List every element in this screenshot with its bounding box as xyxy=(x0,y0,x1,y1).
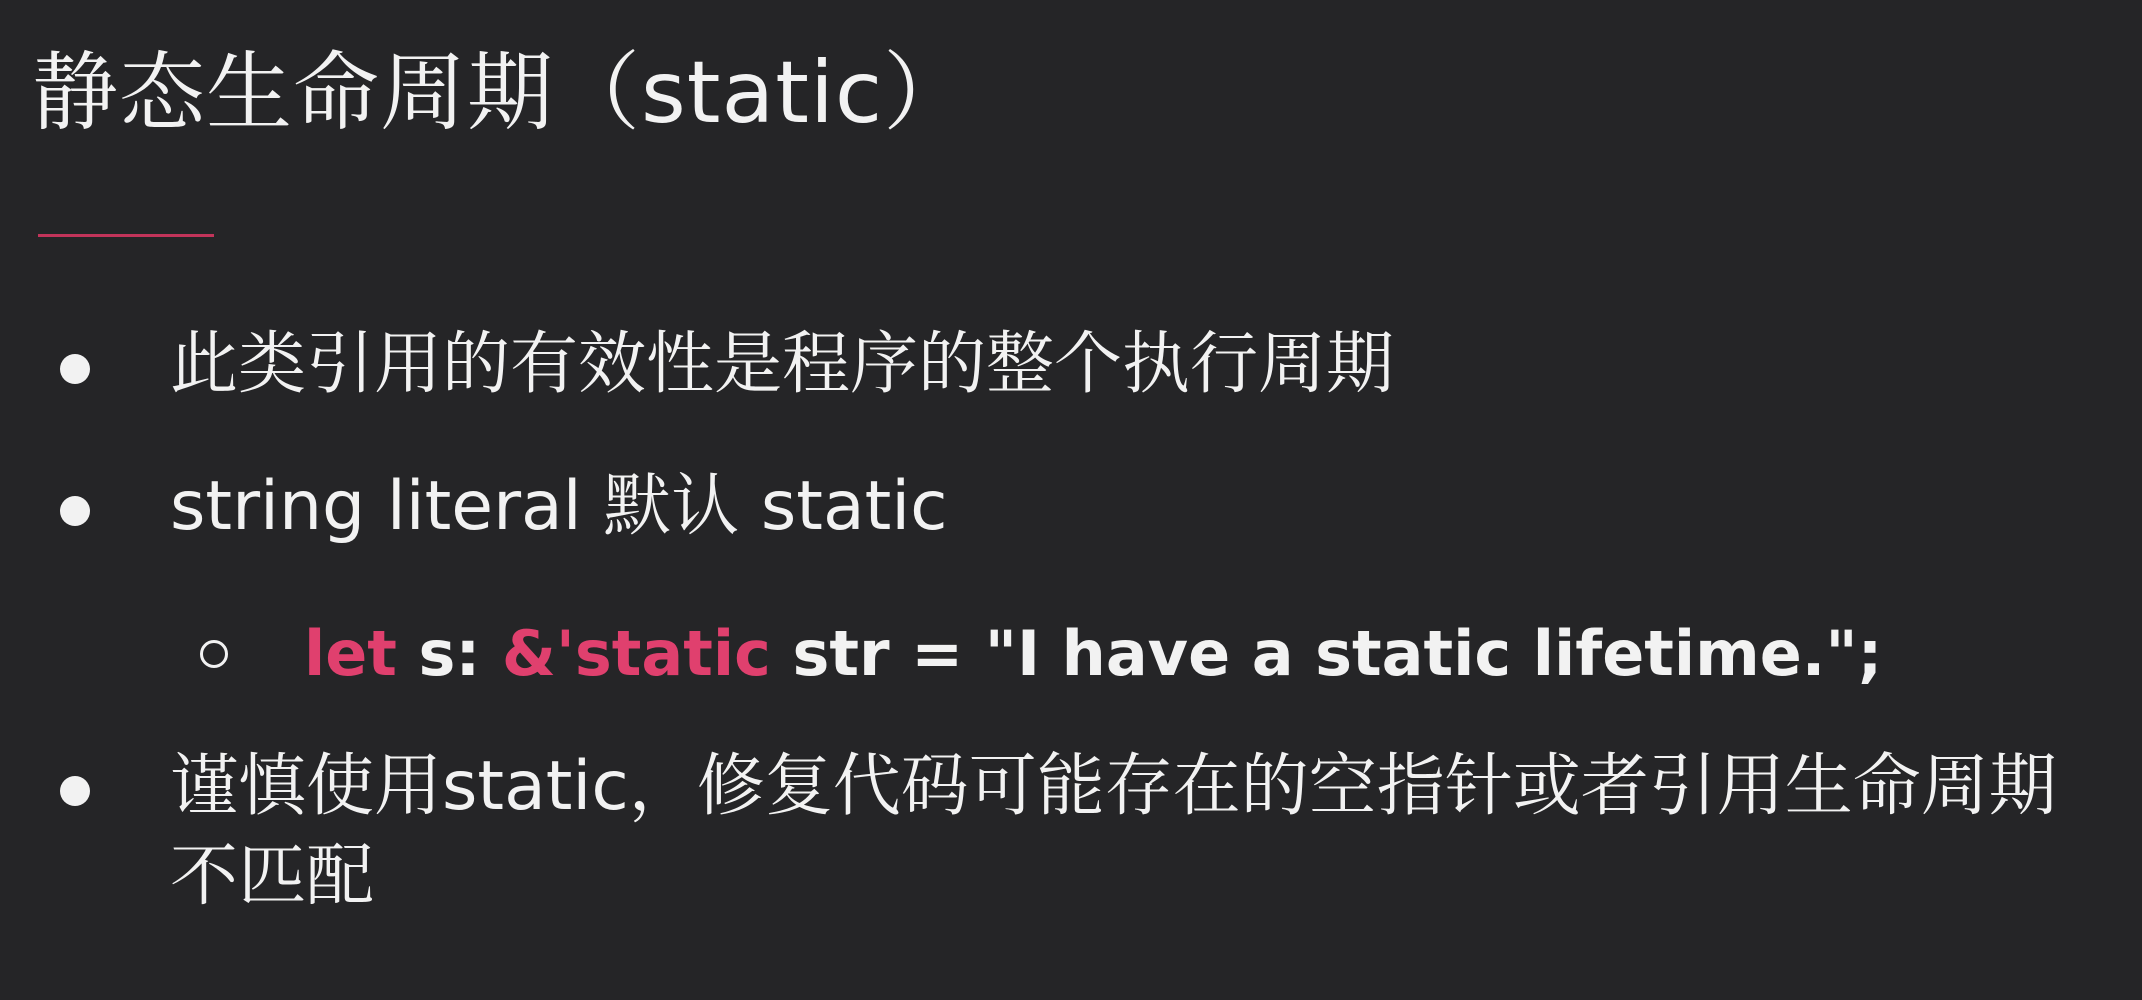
bullet-text: 此类引用的有效性是程序的整个执行周期 xyxy=(170,325,1395,404)
bullet-item xyxy=(170,462,948,552)
code-example-subitem xyxy=(304,610,1882,698)
bullet-item xyxy=(170,320,1394,410)
bullet-text: string literal 默认 static xyxy=(170,467,948,546)
slide-title: 静态生命周期（static） xyxy=(32,43,971,143)
code-text: s: xyxy=(396,617,502,690)
code-text: str = "I have a static lifetime."; xyxy=(770,617,1883,690)
sub-bullet-circle-icon xyxy=(200,640,228,668)
bullet-dot-icon xyxy=(60,354,90,384)
bullet-item xyxy=(170,742,2070,922)
code-keyword-let: let xyxy=(304,617,397,690)
code-keyword-static: &'static xyxy=(501,617,771,690)
bullet-dot-icon xyxy=(60,776,90,806)
bullet-dot-icon xyxy=(60,496,90,526)
title-accent-rule xyxy=(38,234,214,237)
bullet-text: 谨慎使用static，修复代码可能存在的空指针或者引用生命周期不匹配 xyxy=(170,747,2057,916)
